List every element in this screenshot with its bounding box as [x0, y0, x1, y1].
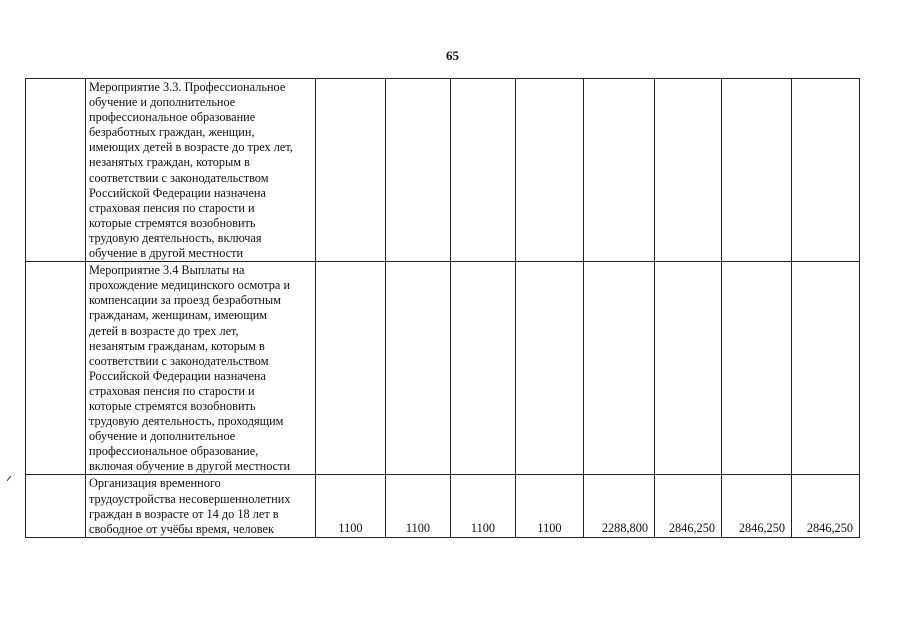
margin-mark	[7, 476, 12, 481]
value-cell: 2288,800	[584, 475, 655, 537]
value-cell	[722, 79, 792, 262]
row-number-cell	[26, 262, 86, 475]
table-row	[26, 475, 860, 537]
value-cell	[655, 262, 722, 475]
value-cell	[584, 262, 655, 475]
table-row	[26, 79, 860, 262]
value-cell	[516, 262, 584, 475]
value-cell	[516, 79, 584, 262]
measure-description: Мероприятие 3.3. Профессиональное обучение и дополнительное профессиональное образование безработных граждан, женщин, имеющих детей в возрасте до трех лет, незанятых граждан, которым в соответствии с законодательством Российской Федерации назначена страховая пенсия по старости и которые стремятся возобновить трудовую деятельность, включая обучение в другой местности	[86, 79, 316, 262]
measure-description: Мероприятие 3.4 Выплаты на прохождение медицинского осмотра и компенсации за проезд безработным гражданам, женщинам, имеющим детей в возрасте до трех лет, незанятым гражданам, которым в соответствии с законодательством Российской Федерации назначена страховая пенсия по старости и которые стремятся возобновить трудовую деятельность, проходящим обучение и дополнительное профессиональное образование, включая обучение в другой местности	[86, 262, 316, 475]
value-cell	[722, 262, 792, 475]
value-cell	[386, 79, 451, 262]
value-cell: 2846,250	[722, 475, 792, 537]
value-cell	[316, 79, 386, 262]
value-cell: 2846,250	[792, 475, 860, 537]
value-cell: 1100	[516, 475, 584, 537]
value-cell	[451, 79, 516, 262]
row-number-cell	[26, 79, 86, 262]
value-cell	[792, 79, 860, 262]
table-row	[26, 262, 860, 475]
value-cell: 1100	[386, 475, 451, 537]
value-cell	[386, 262, 451, 475]
program-table	[25, 78, 860, 538]
value-cell: 1100	[316, 475, 386, 537]
value-cell	[655, 79, 722, 262]
value-cell	[584, 79, 655, 262]
value-cell	[316, 262, 386, 475]
value-cell	[792, 262, 860, 475]
value-cell	[451, 262, 516, 475]
row-number-cell	[26, 475, 86, 537]
value-cell: 1100	[451, 475, 516, 537]
value-cell: 2846,250	[655, 475, 722, 537]
page-number: 65	[446, 48, 459, 63]
measure-description: Организация временного трудоустройства несовершеннолетних граждан в возрасте от 14 до 18 лет в свободное от учёбы время, человек	[86, 475, 316, 537]
